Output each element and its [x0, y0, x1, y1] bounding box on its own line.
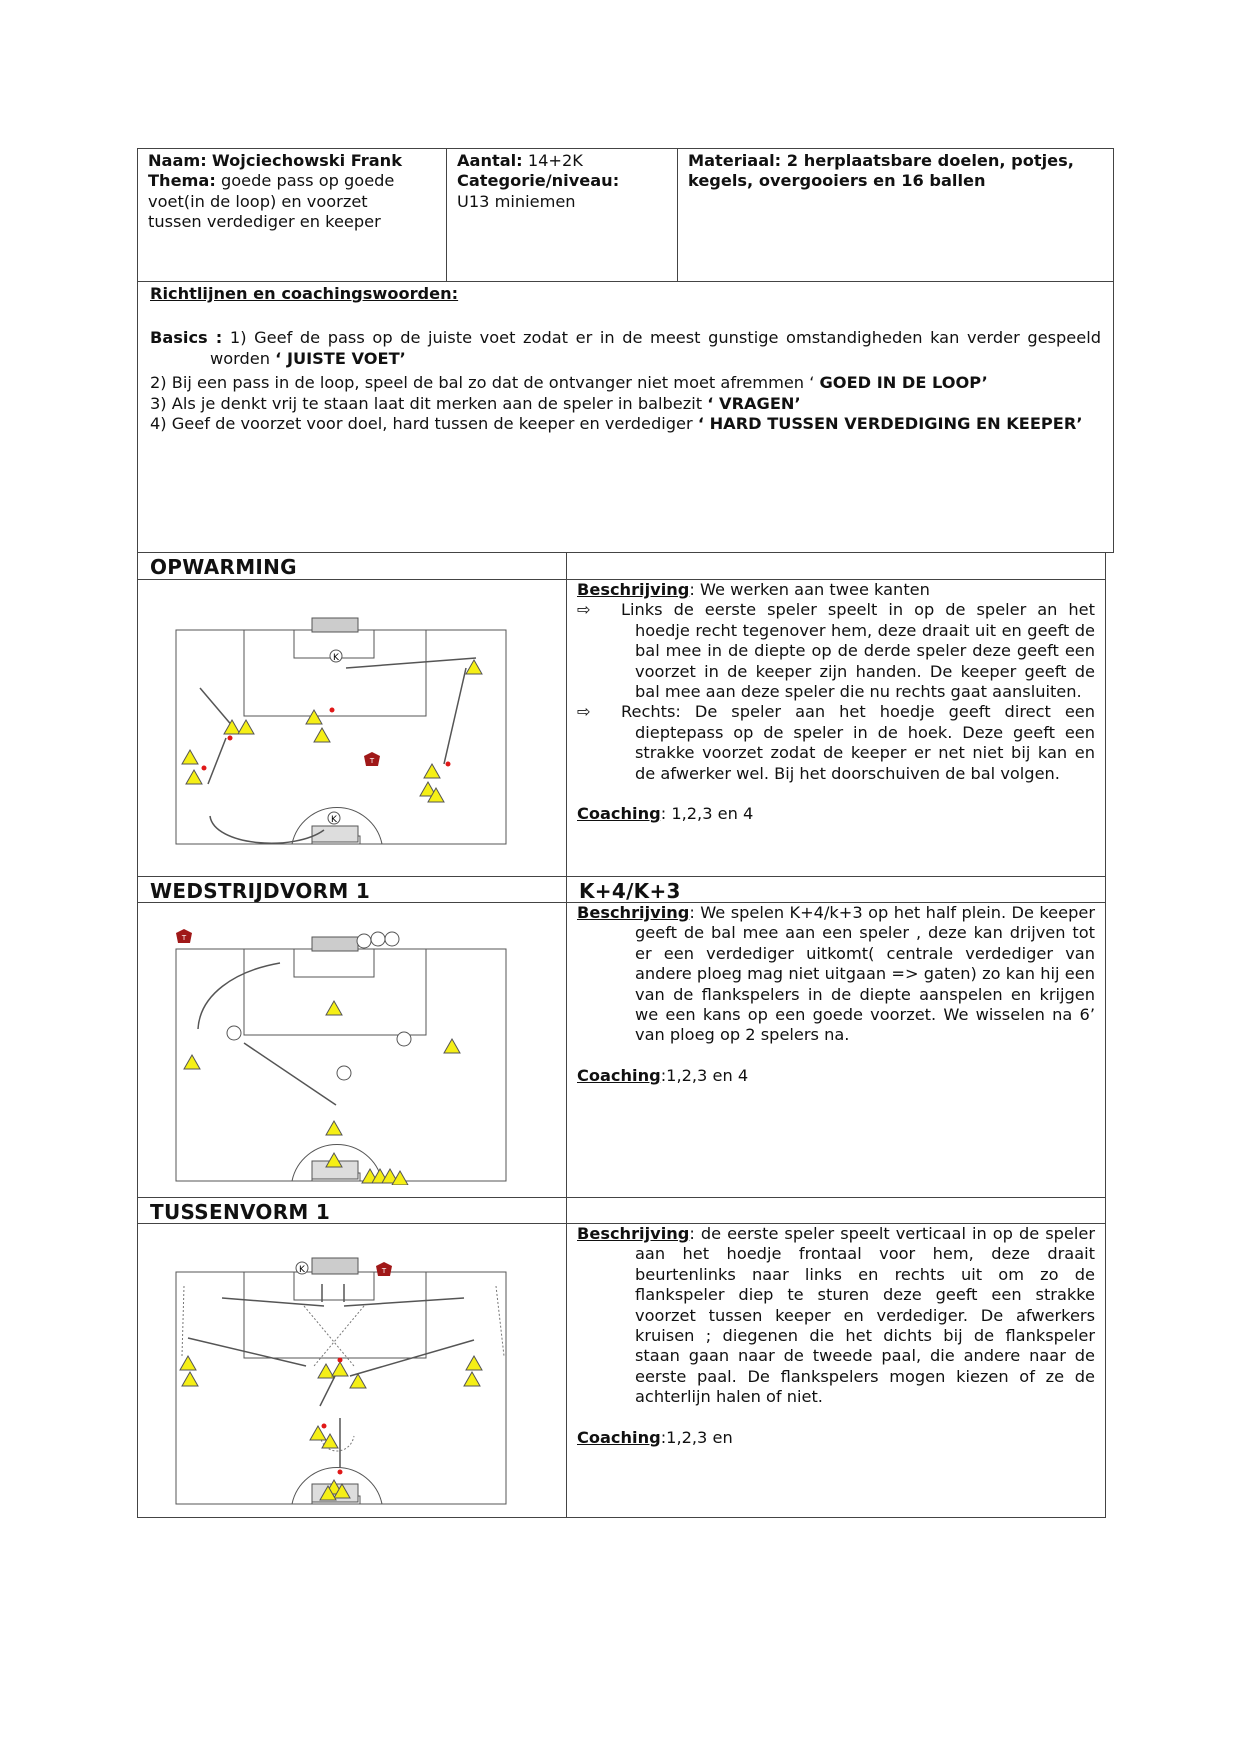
theme-value: goede pass op goede voet(in de loop) en voorzet tussen verdediger en keeper [148, 171, 395, 232]
section-wedstrijdvorm-desc-cell [566, 902, 1106, 1198]
section-opwarming-diagram-cell [137, 579, 567, 877]
opwarming-pitch-diagram [174, 606, 514, 852]
right-arrow-outline-icon: ⇨ [577, 600, 591, 620]
opwarming-desc-intro: : We werken aan twee kanten [689, 580, 930, 599]
tussenvorm-pitch-diagram [174, 1246, 514, 1508]
guideline-1 [150, 328, 1101, 369]
section-wedstrijdvorm-title-cell [137, 876, 567, 903]
info-count-cell [446, 148, 678, 282]
right-arrow-outline-icon: ⇨ [577, 702, 591, 722]
section-tussenvorm-diagram-cell [137, 1223, 567, 1518]
count-label: Aantal: [457, 151, 523, 170]
guideline-2-text: 2) Bij een pass in de loop, speel de bal zo dat de ontvanger niet moet afremmen ‘ [150, 373, 815, 393]
opwarming-trainer-label: T [369, 757, 375, 765]
category-value: U13 miniemen [457, 191, 576, 211]
name-label: Naam: [148, 151, 207, 170]
basics-label: Basics : [150, 328, 223, 348]
section-tussenvorm-subtitle-cell [566, 1197, 1106, 1224]
wedstrijdvorm-trainer-label: T [181, 934, 187, 942]
guidelines-title: Richtlijnen en coachingswoorden: [150, 284, 459, 303]
guideline-2 [150, 373, 1101, 393]
info-material-cell [677, 148, 1114, 282]
opwarming-desc-label: Beschrijving [577, 580, 690, 599]
guideline-1-text: 1) Geef de pass op de juiste voet zodat er in de meest gunstige omstandigheden kan verder gespeeld worden [210, 328, 1101, 368]
guideline-1-key: ‘ JUISTE VOET’ [275, 348, 406, 368]
guideline-3-key: ‘ VRAGEN’ [707, 393, 801, 413]
wedstrijdvorm-pitch-diagram [174, 925, 514, 1185]
section-opwarming-title: OPWARMING [150, 555, 297, 579]
section-wedstrijdvorm-diagram-cell [137, 902, 567, 1198]
guideline-4 [150, 414, 1101, 434]
tussenvorm-keeper-label: K [299, 1265, 305, 1275]
material-label: Materiaal: [688, 151, 782, 170]
opwarming-coaching-label: Coaching [577, 804, 661, 824]
count-value: 14+2K [527, 151, 583, 170]
guideline-2-key: GOED IN DE LOOP’ [819, 373, 988, 393]
tussenvorm-desc-text: : de eerste speler speelt verticaal in op de speler aan het hoedje frontaal voor hem, deze draait beurtenlinks naar links en rechts uit om zo de flankspeler diep te sturen deze geeft een strakke voorzet tussen keeper en verdediger. De afwerkers kruisen ; diegenen die het dichts bij de flankspeler staan gaan naar de tweede paal, die andere naar de eerste paal. De flankspelers mogen kiezen of ze de achterlijn halen of niet. [635, 1224, 1095, 1407]
section-wedstrijdvorm-subtitle: K+4/K+3 [579, 879, 681, 903]
info-name-cell [137, 148, 447, 282]
theme-label: Thema: [148, 171, 216, 191]
guideline-3-text: 3) Als je denkt vrij te staan laat dit merken aan de speler in balbezit [150, 393, 703, 413]
opwarming-bullet-2-text: Rechts: De speler aan het hoedje geeft direct een dieptepass op de speler in de hoek. Deze geeft een strakke voorzet zodat de keeper er net niet bij kan en de afwerker wel. Bij het doorschuiven de bal volgen. [621, 702, 1095, 783]
section-opwarming-subtitle-cell [566, 552, 1106, 580]
section-wedstrijdvorm-subtitle-cell [566, 876, 1106, 903]
guideline-4-key: ‘ HARD TUSSEN VERDEDIGING EN KEEPER’ [697, 414, 1083, 434]
name-value: Wojciechowski Frank [211, 151, 402, 170]
tussenvorm-trainer-label: T [381, 1267, 387, 1275]
opwarming-keeper-bottom-label: K [331, 815, 337, 825]
wedstrijdvorm-desc-label: Beschrijving [577, 903, 690, 922]
section-opwarming-title-cell [137, 552, 567, 580]
tussenvorm-coaching-value: :1,2,3 en [660, 1427, 733, 1447]
section-tussenvorm-title-cell [137, 1197, 567, 1224]
opwarming-bullet-2 [577, 702, 1095, 784]
section-tussenvorm-title: TUSSENVORM 1 [150, 1200, 331, 1224]
guideline-3 [150, 394, 1101, 414]
tussenvorm-desc-label: Beschrijving [577, 1224, 690, 1243]
wedstrijdvorm-desc-text: : We spelen K+4/k+3 op het half plein. De keeper geeft de bal mee aan een speler , deze kan drijven tot er een verdediger uitkomt( centrale verdediger van andere ploeg mag niet uitgaan => gaten) zo kan hij een van de flankspelers in de diepte aanspelen en krijgen we een kans op een goede voorzet. We wisselen na 6’ van ploeg op 2 spelers na. [635, 903, 1095, 1045]
opwarming-bullet-1-text: Links de eerste speler speelt in op de speler an het hoedje recht tegenover hem, deze draait uit en geeft de bal mee in de diepte op de derde speler deze geeft een voorzet in de keeper zijn handen. De keeper geeft de bal mee aan deze speler die nu rechts gaat aansluiten. [621, 600, 1095, 702]
opwarming-coaching-value: : 1,2,3 en 4 [660, 804, 754, 824]
section-tussenvorm-desc-cell [566, 1223, 1106, 1518]
guideline-4-text: 4) Geef de voorzet voor doel, hard tussen de keeper en verdediger [150, 414, 693, 434]
section-opwarming-desc-cell [566, 579, 1106, 877]
material-value: 2 herplaatsbare doelen, potjes, kegels, overgooiers en 16 ballen [688, 151, 1074, 191]
wedstrijdvorm-coaching-label: Coaching [577, 1065, 661, 1085]
guidelines-box [137, 281, 1114, 553]
category-label: Categorie/niveau: [457, 171, 620, 191]
wedstrijdvorm-coaching-value: :1,2,3 en 4 [660, 1065, 749, 1085]
opwarming-keeper-top-label: K [333, 653, 339, 663]
section-wedstrijdvorm-title: WEDSTRIJDVORM 1 [150, 879, 371, 903]
opwarming-bullet-1 [577, 600, 1095, 702]
tussenvorm-coaching-label: Coaching [577, 1427, 661, 1447]
